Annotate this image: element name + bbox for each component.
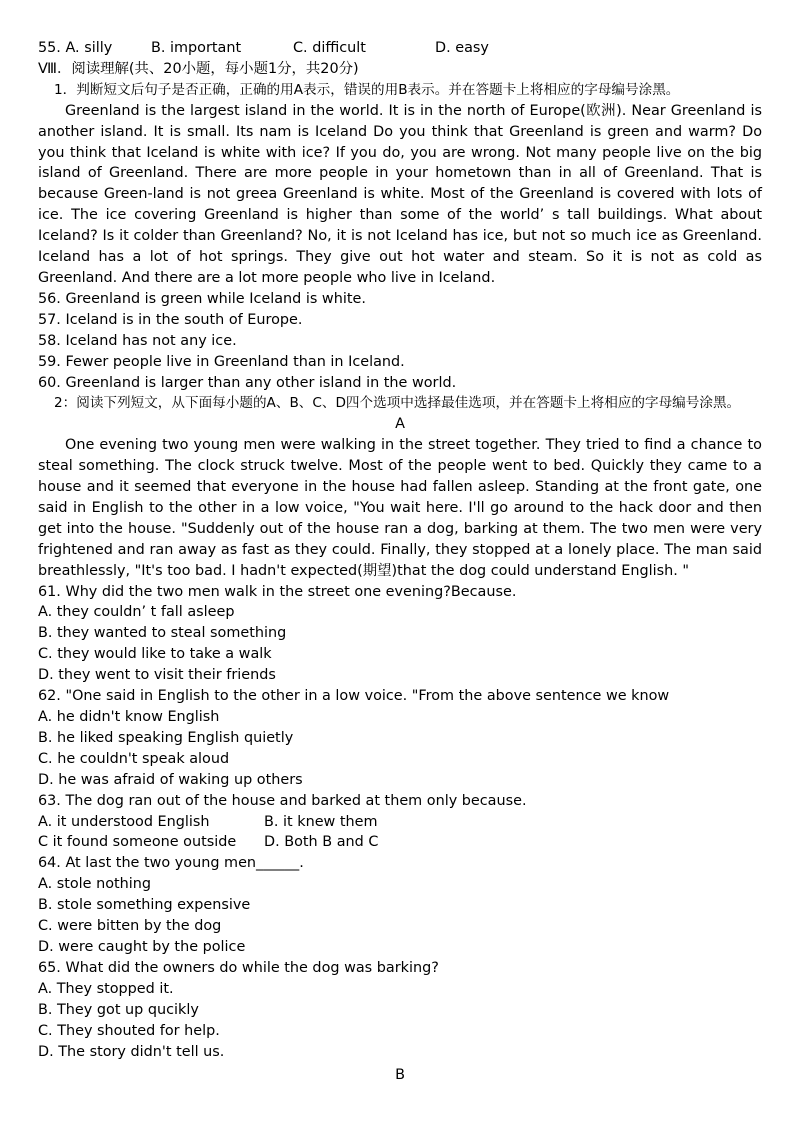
option-c: C it found someone outside <box>38 834 237 851</box>
passage-a-label: A <box>395 416 405 433</box>
part2-instruction: 2：阅读下列短文，从下面每小题的A、B、C、D四个选项中选择最佳选项，并在答题卡上将相应的字母编号涂黑。 <box>54 395 741 412</box>
option-a: A. stole nothing <box>38 876 152 893</box>
option-b: B. important <box>151 40 242 56</box>
option-d: D. he was afraid of waking up others <box>38 771 303 788</box>
option-a: 55. A. silly <box>38 40 113 56</box>
passage-b-label: B <box>395 1067 405 1083</box>
option-a: A. he didn't know English <box>38 709 220 725</box>
option-c: C. they would like to take a walk <box>38 646 272 663</box>
option-d: D. they went to visit their friends <box>38 667 276 684</box>
question-64 <box>38 853 762 958</box>
option-c: C. were bitten by the dog <box>38 918 222 935</box>
question-stem: 61. Why did the two men walk in the street one evening?Because. <box>38 583 517 600</box>
passage-greenland: Greenland is the largest island in the world. It is in the north of Europe(欧洲). Near Greenland is another island. It is small. Its nam is Iceland Do you think that Greenland is green and warm? Do you think that Iceland is white with ice? If you do, you are wrong. Not many people live on the big island of Greenland. There are more people in your hometown than in all of Greenland. That is because Green-land is not greea Greenland is white. Most of the Greenland is covered with lots of ice. The ice covering Greenland is higher than some of the world’ s tall buildings. What about Iceland? Is it colder than Greenland? No, it is not Iceland has ice, but not so much ice as Greenland. Iceland has a lot of hot springs. They give out hot water and steam. So it is not as cold as Greenland. And there are a lot more people who live in Iceland. <box>38 102 762 286</box>
statement-57: 57. Iceland is in the south of Europe. <box>38 311 303 328</box>
part1-instruction: 1．判断短文后句子是否正确，正确的用A表示，错误的用B表示。并在答题卡上将相应的字母编号涂黑。 <box>54 81 680 98</box>
statement-60: 60. Greenland is larger than any other island in the world. <box>38 374 457 391</box>
option-a: A. They stopped it. <box>38 980 174 997</box>
question-stem: 62. "One said in English to the other in a low voice. "From the above sentence we know <box>38 688 670 705</box>
option-b: B. they wanted to steal something <box>38 625 287 642</box>
option-a: A. it understood English <box>38 813 210 830</box>
option-c: C. difficult <box>293 40 366 56</box>
statement-58: 58. Iceland has not any ice. <box>38 332 237 349</box>
option-b: B. They got up qucikly <box>38 1001 199 1018</box>
option-c: C. They shouted for help. <box>38 1022 220 1039</box>
question-stem: 63. The dog ran out of the house and barked at them only because. <box>38 792 527 809</box>
question-65 <box>38 958 762 1063</box>
passage-a: One evening two young men were walking in the street together. They tried to find a chance to steal something. The clock struck twelve. Most of the people went to bed. Quickly they came to a house and it seemed that everyone in the house had fallen asleep. Standing at the front gate, one said in English to the other in a low voice, "You wait here. I'll go around to the hack door and then get into the house. "Suddenly out of the house ran a dog, barking at them. The two men were very frightened and ran away as fast as they could. Finally, they stopped at a lonely place. The man said breathlessly, "It's too bad. I hadn't expected(期望)that the dog could understand English. " <box>38 437 762 579</box>
option-c: C. he couldn't speak aloud <box>38 750 230 767</box>
option-row-cd <box>38 832 762 853</box>
option-d: D. The story didn't tell us. <box>38 1043 225 1060</box>
option-d: D. were caught by the police <box>38 938 246 955</box>
question-63 <box>38 791 762 854</box>
option-b: B. stole something expensive <box>38 897 251 914</box>
option-a: A. they couldn’ t fall asleep <box>38 604 235 621</box>
question-62 <box>38 686 762 791</box>
option-b: B. it knew them <box>264 813 378 830</box>
statement-56: 56. Greenland is green while Iceland is white. <box>38 290 366 307</box>
page-content <box>38 38 762 1062</box>
option-d: D. easy <box>435 40 489 56</box>
question-61 <box>38 582 762 687</box>
question-stem: 65. What did the owners do while the dog was barking? <box>38 959 439 976</box>
option-d: D. Both B and C <box>264 834 379 851</box>
option-row-ab <box>38 812 762 833</box>
question-stem: 64. At last the two young men______. <box>38 855 304 872</box>
statement-59: 59. Fewer people live in Greenland than in Iceland. <box>38 353 405 370</box>
option-b: B. he liked speaking English quietly <box>38 729 294 746</box>
question-55 <box>38 38 762 59</box>
section-header: Ⅷ．阅读理解(共、20小题，每小题1分，共20分) <box>38 60 359 77</box>
